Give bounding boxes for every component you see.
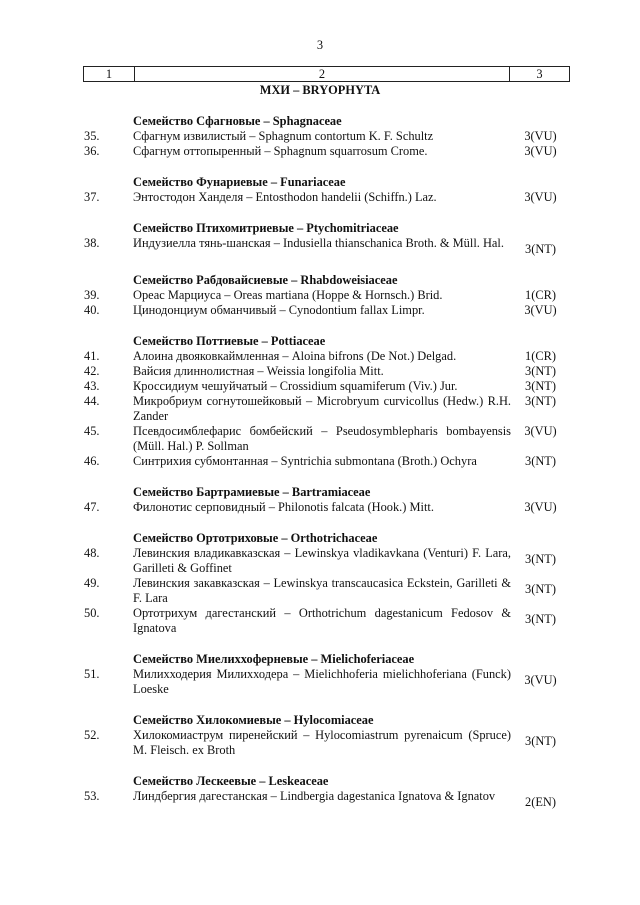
- species-number: 41.: [84, 349, 100, 363]
- species-number: 46.: [84, 454, 100, 468]
- species-entry: [84, 576, 570, 606]
- species-name: Цинодонциум обманчивый – Cynodontium fallax Limpr.: [133, 303, 425, 317]
- species-name: Псевдосимблефарис бомбейский – Pseudosymblepharis bombayensis (Müll. Hal.) P. Sollman: [133, 424, 511, 453]
- species-number: 37.: [84, 190, 100, 204]
- species-entry: [84, 144, 570, 159]
- status-category: 3(NT): [525, 242, 556, 256]
- species-name: Сфагнум извилистый – Sphagnum contortum K. F. Schultz: [133, 129, 434, 143]
- species-list: [84, 114, 570, 810]
- species-number: 48.: [84, 546, 100, 560]
- species-number: 51.: [84, 667, 100, 681]
- page-number: 3: [316, 38, 324, 52]
- family-title: Семейство Лескеевые – Leskeaceae: [133, 774, 329, 788]
- species-entry: [84, 789, 570, 810]
- species-name: Кроссидиум чешуйчатый – Crossidium squamiferum (Viv.) Jur.: [133, 379, 458, 393]
- species-number: 36.: [84, 144, 100, 158]
- species-entry: [84, 379, 570, 394]
- species-number: 39.: [84, 288, 100, 302]
- species-number: 43.: [84, 379, 100, 393]
- status-category: 3(NT): [525, 394, 556, 408]
- status-category: 3(NT): [525, 454, 556, 468]
- species-name: Сфагнум оттопыренный – Sphagnum squarrosum Crome.: [133, 144, 428, 158]
- species-name: Вайсия длиннолистная – Weissia longifolia Mitt.: [133, 364, 384, 378]
- status-category: 3(NT): [525, 612, 556, 626]
- status-category: 2(EN): [525, 795, 556, 809]
- species-entry: [84, 364, 570, 379]
- section-title: МХИ – BRYOPHYTA: [259, 83, 381, 97]
- species-number: 53.: [84, 789, 100, 803]
- family-title: Семейство Ортотриховые – Orthotrichaceae: [133, 531, 378, 545]
- species-number: 52.: [84, 728, 100, 742]
- species-name: Алоина двояковкаймленная – Aloina bifrons (De Not.) Delgad.: [133, 349, 457, 363]
- status-category: 3(VU): [524, 303, 557, 317]
- species-name: Левинския закавказская – Lewinskya transcaucasica Eckstein, Garilleti & F. Lara: [133, 576, 511, 605]
- column-header-3: 3: [536, 67, 543, 81]
- species-name: Милихходерия Милихходера – Mielichhoferia mielichhoferiana (Funck) Loeske: [133, 667, 511, 696]
- status-category: 3(NT): [525, 552, 556, 566]
- species-entry: [84, 606, 570, 636]
- family-title: Семейство Бартрамиевые – Bartramiaceae: [133, 485, 371, 499]
- family-title: Семейство Фунариевые – Funariaceae: [133, 175, 346, 189]
- family-title: Семейство Сфагновые – Sphagnaceae: [133, 114, 342, 128]
- species-number: 44.: [84, 394, 100, 408]
- column-header-1: 1: [84, 67, 135, 81]
- family-title: Семейство Рабдовайсиевые – Rhabdoweisiaceae: [133, 273, 398, 287]
- status-category: 3(NT): [525, 364, 556, 378]
- species-entry: [84, 500, 570, 515]
- status-category: 1(CR): [525, 349, 556, 363]
- species-name: Филонотис серповидный – Philonotis falcata (Hook.) Mitt.: [133, 500, 434, 514]
- species-name: Энтостодон Ханделя – Entosthodon handelii (Schiffn.) Laz.: [133, 190, 437, 204]
- species-entry: [84, 236, 570, 257]
- species-entry: [84, 288, 570, 303]
- species-number: 35.: [84, 129, 100, 143]
- family-title: Семейство Хилокомиевые – Hylocomiaceae: [133, 713, 374, 727]
- species-entry: [84, 129, 570, 144]
- species-name: Линдбергия дагестанская – Lindbergia dagestanica Ignatova & Ignatov: [133, 789, 496, 803]
- species-entry: [84, 394, 570, 424]
- status-category: 3(VU): [524, 424, 557, 438]
- family-title: Семейство Миелиххоферневые – Mielichoferiaceae: [133, 652, 415, 666]
- status-category: 3(NT): [525, 734, 556, 748]
- species-name: Микробриум согнутошейковый – Microbryum curvicollus (Hedw.) R.H. Zander: [133, 394, 511, 423]
- species-number: 49.: [84, 576, 100, 590]
- status-category: 3(VU): [524, 144, 557, 158]
- family-title: Семейство Птихомитриевые – Ptychomitriaceae: [133, 221, 399, 235]
- species-name: Ортотрихум дагестанский – Orthotrichum dagestanicum Fedosov & Ignatova: [133, 606, 511, 635]
- status-category: 3(VU): [524, 673, 557, 687]
- species-name: Левинския владикавказская – Lewinskya vladikavkana (Venturi) F. Lara, Garilleti & Goffinet: [133, 546, 511, 575]
- species-entry: [84, 424, 570, 454]
- species-entry: [84, 190, 570, 205]
- species-number: 38.: [84, 236, 100, 250]
- species-name: Хилокомиаструм пиренейский – Hylocomiastrum pyrenaicum (Spruce) M. Fleisch. ex Broth: [133, 728, 511, 757]
- column-header-2: 2: [135, 67, 510, 81]
- species-entry: [84, 546, 570, 576]
- species-entry: [84, 728, 570, 758]
- species-number: 40.: [84, 303, 100, 317]
- column-header-row: [83, 66, 570, 82]
- status-category: 3(VU): [524, 190, 557, 204]
- species-entry: [84, 667, 570, 697]
- species-number: 42.: [84, 364, 100, 378]
- species-entry: [84, 303, 570, 318]
- species-name: Ореас Марциуса – Oreas martiana (Hoppe & Hornsch.) Brid.: [133, 288, 443, 302]
- species-name: Индузиелла тянь-шанская – Indusiella thianschanica Broth. & Müll. Hal.: [133, 236, 504, 250]
- species-entry: [84, 454, 570, 469]
- status-category: 3(NT): [525, 379, 556, 393]
- family-title: Семейство Поттиевые – Pottiaceae: [133, 334, 326, 348]
- status-category: 3(NT): [525, 582, 556, 596]
- species-number: 45.: [84, 424, 100, 438]
- species-number: 47.: [84, 500, 100, 514]
- status-category: 3(VU): [524, 129, 557, 143]
- status-category: 1(CR): [525, 288, 556, 302]
- species-entry: [84, 349, 570, 364]
- species-name: Синтрихия субмонтанная – Syntrichia submontana (Broth.) Ochyra: [133, 454, 477, 468]
- status-category: 3(VU): [524, 500, 557, 514]
- species-number: 50.: [84, 606, 100, 620]
